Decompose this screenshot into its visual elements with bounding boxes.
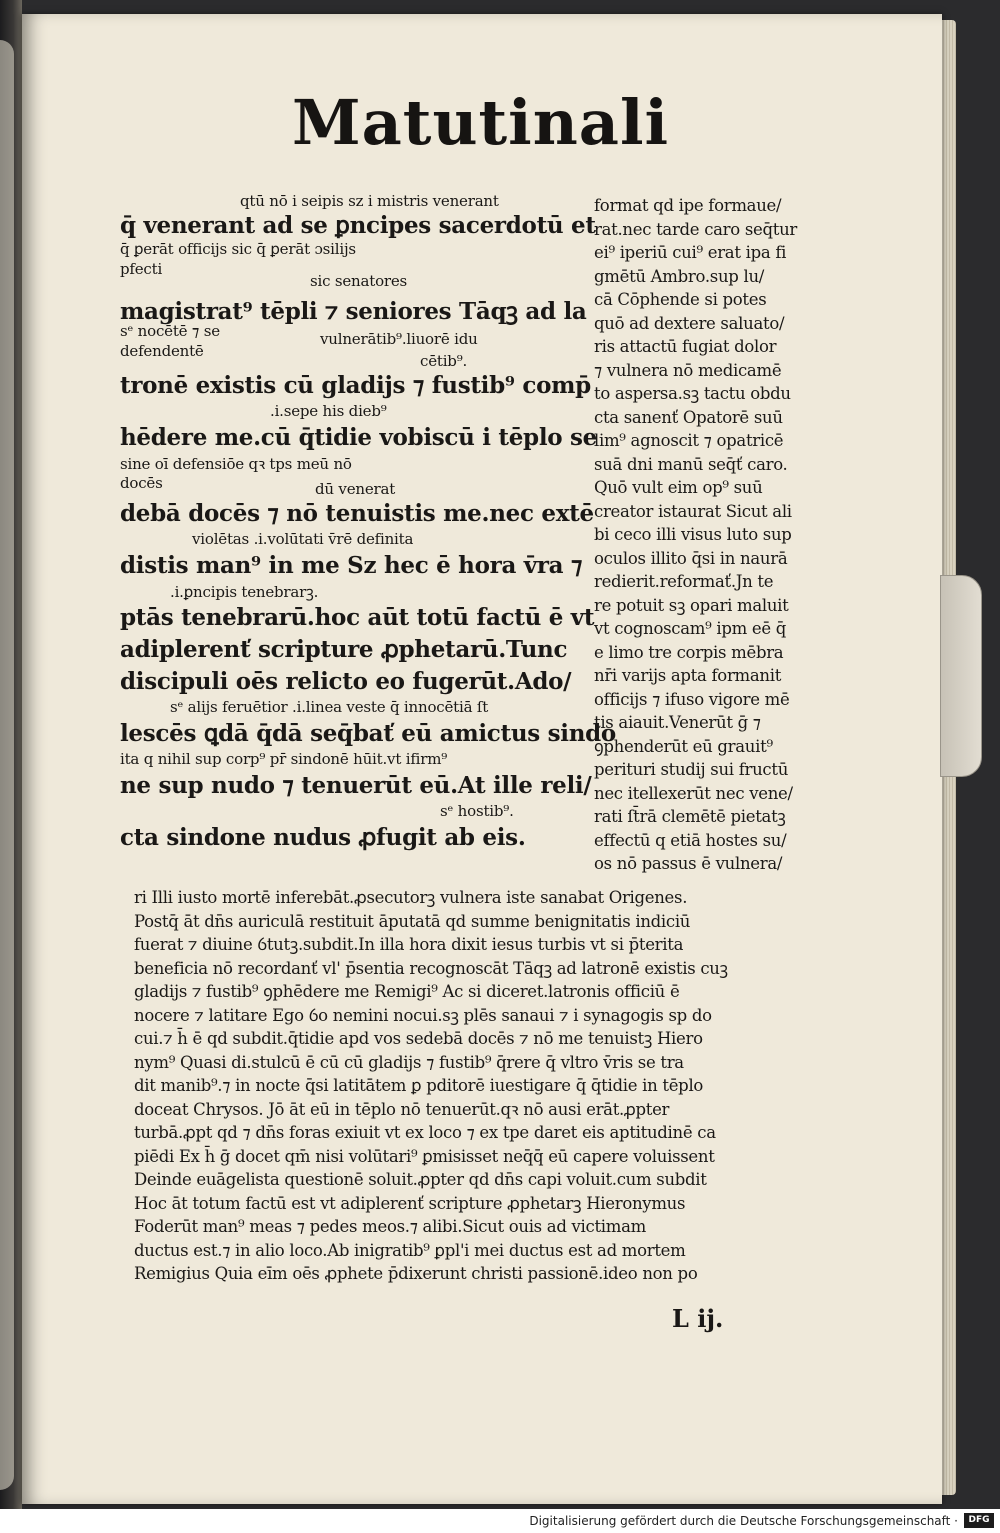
text-line: officijs ⁊ ifuso vigore mē: [594, 689, 790, 709]
gloss-line: dū venerat: [315, 480, 396, 498]
text-line: re potuit sꝫ opari maluit: [594, 595, 789, 615]
text-line: ris attactū fugiat dolor: [594, 337, 777, 356]
gloss-line: defendentē: [120, 342, 204, 360]
book-gutter: [0, 0, 22, 1533]
text-line: lim⁹ agnoscit ⁊ opatricē: [594, 431, 784, 450]
text-line: nym⁹ Quasi di.stulcū ē cū cū gladijs ⁊ fustib⁹ q̄rere q̄ vltro v̄ris se tra: [134, 1052, 684, 1072]
text-line: rati ſt̄rā clemētē pietatꝫ: [594, 807, 786, 826]
text-line: perituri studij sui fructū: [594, 760, 789, 779]
running-heading: Matutinali: [292, 86, 670, 159]
gloss-line: sᵉ nocētē ⁊ se: [120, 322, 220, 340]
text-line: doceat Chrysos. Jō āt eū in tēplo nō tenuerūt.qꝛ nō ausi erāt.ꝓpter: [134, 1099, 670, 1119]
text-line: os nō passus ē vulnera/: [594, 854, 783, 873]
text-line: turbā.ꝓpt qd ⁊ dn̄s foras exiuit vt ex loco ⁊ ex tpe daret eis aptitudinē ca: [134, 1123, 716, 1142]
text-line: effectū q etiā hostes su/: [594, 830, 787, 850]
dfg-logo: DFG: [964, 1513, 994, 1528]
gloss-line: sᵉ hostib⁹.: [440, 802, 514, 820]
gloss-line: docēs: [120, 474, 163, 492]
book-page: [22, 14, 942, 1504]
gloss-line: .i.ꝑncipis tenebrarꝫ.: [170, 583, 319, 601]
gloss-line: sᵉ alijs feruētior .i.linea veste q̄ innocētiā ſt: [170, 698, 489, 716]
text-line: vt cognoscam⁹ ipm eē q̄: [594, 619, 787, 638]
text-line: ne sup nudo ⁊ tenuerūt eū.At ille reli/: [120, 772, 592, 799]
text-line: beneficia nō recordanť vl' p̄sentia recognoscāt Tāqꝫ ad latronē existis cuꝫ: [134, 958, 728, 978]
text-line: tronē existis cū gladijs ⁊ fustib⁹ comp̄: [120, 372, 591, 399]
text-line: bi ceco illi visus luto sup: [594, 525, 792, 544]
text-line: lescēs ꝗdā q̄dā seq̄bať eū amictus sindo: [120, 720, 616, 747]
text-line: nec itellexerūt nec vene/: [594, 783, 793, 803]
facing-page-edge: [0, 40, 14, 1490]
text-line: cā Cōphende si potes: [594, 290, 767, 309]
text-line: dit manib⁹.⁊ in nocte q̄si latitātem ꝑ pditorē iuestigare q̄ q̄tidie in tēplo: [134, 1076, 704, 1095]
commentary-column-right: [594, 194, 834, 876]
text-line: nocere ⁊ latitare Ego ỽo nemini nocui.sꝫ plēs sanaui ⁊ i synagogis sp do: [134, 1005, 712, 1025]
text-line: tis aiauit.Venerūt ḡ ⁊: [594, 713, 761, 732]
text-line: gmētū Ambro.sup lu/: [594, 266, 765, 286]
text-line: adiplerenť scripture ꝓphetarū.Tunc: [120, 636, 568, 663]
text-line: magistrat⁹ tēpli ⁊ seniores Tāqꝫ ad la: [120, 298, 587, 325]
gloss-line: vulnerātib⁹.liuorē idu: [320, 330, 478, 348]
text-line: hēdere me.cū q̄tidie vobiscū i tēplo se: [120, 424, 598, 451]
text-line: nr̄i varijs apta formanit: [594, 666, 782, 685]
text-line: redierit.reformať.Jn te: [594, 572, 774, 591]
text-line: debā docēs ⁊ nō tenuistis me.nec extē: [120, 500, 594, 527]
text-line: to aspersa.sꝫ tactu obdu: [594, 384, 791, 403]
text-line: rat.nec tarde caro seq̄tur: [594, 219, 797, 239]
text-line: Quō vult eim op⁹ suū: [594, 478, 763, 497]
text-line: ri Illi iusto mortē inferebāt.ꝓsecutorꝫ vulnera iste sanabat Origenes.: [134, 888, 688, 907]
text-line: creator istaurat Sicut ali: [594, 501, 792, 521]
funding-credit: Digitalisierung gefördert durch die Deutsche Forschungsgemeinschaft ·: [529, 1514, 958, 1528]
text-line: Hoc āt totum factū est vt adiplerenť scripture ꝓphetarꝫ Hieronymus: [134, 1193, 686, 1213]
text-line: quō ad dextere saluato/: [594, 313, 785, 333]
text-line: ei⁹ iperiū cui⁹ erat ipa fi: [594, 243, 787, 262]
text-line: e limo tre corpis mēbra: [594, 642, 784, 662]
gloss-line: .i.sepe his dieb⁹: [270, 402, 387, 420]
text-line: cta sanenť Opatorē suū: [594, 407, 783, 427]
gloss-line: sine oī defensiōe qꝛ tps meū nō: [120, 455, 352, 473]
gloss-line: q̄ ꝑerāt officijs sic q̄ ꝑerāt ɔsilijs: [120, 240, 356, 258]
gloss-line: ita q nihil sup corp⁹ pr̄ sindonē hūit.vt ifirm⁹: [120, 750, 448, 768]
text-line: q̄ venerant ad se ꝑncipes sacerdotū et: [120, 212, 596, 239]
text-line: ꝯphenderūt eū grauit⁹: [594, 736, 773, 756]
gloss-line: sic senatores: [310, 272, 408, 290]
gloss-line: cētib⁹.: [420, 352, 468, 370]
text-line: cui.⁊ h̄ ē qd subdit.q̄tidie apd vos sedebā docēs ⁊ nō me tenuistꝫ Hiero: [134, 1029, 703, 1048]
text-line: distis man⁹ in me Sz hec ē hora v̄ra ⁊: [120, 552, 583, 579]
text-line: cta sindone nudus ꝓfugit ab eis.: [120, 824, 526, 851]
footer-bar: [0, 1509, 1000, 1533]
text-line: ductus est.⁊ in alio loco.Ab inigratib⁹ ꝑpl'i mei ductus est ad mortem: [134, 1240, 686, 1260]
text-line: oculos illito q̄si in naurā: [594, 548, 788, 568]
gloss-line: qtū nō i seipis sz i mistris venerant: [240, 192, 499, 210]
text-line: discipuli oēs relicto eo fugerūt.Ado/: [120, 668, 572, 695]
folio-number: L ij.: [672, 1304, 724, 1333]
gloss-line: violētas .i.volūtati v̄rē definita: [192, 530, 414, 548]
text-line: Foderūt man⁹ meas ⁊ pedes meos.⁊ alibi.Sicut ouis ad victimam: [134, 1217, 647, 1236]
text-line: Postq̄ āt dn̄s auriculā restituit āputatā qd summe benignitatis indiciū: [134, 911, 691, 931]
text-line: fuerat ⁊ diuine ỽtutꝫ.subdit.In illa hora dixit iesus turbis vt si p̄terita: [134, 935, 684, 954]
book-clip: [940, 575, 982, 777]
text-line: ⁊ vulnera nō medicamē: [594, 360, 782, 380]
text-line: Deinde euāgelista questionē soluit.ꝓpter qd dn̄s capi voluit.cum subdit: [134, 1170, 707, 1189]
text-line: ptās tenebrarū.hoc aūt totū factū ē vt: [120, 604, 595, 631]
text-line: piēdi Ex h̄ ḡ docet qm̄ nisi volūtari⁹ ꝑmisisset neq̄q̄ eū capere voluissent: [134, 1146, 715, 1166]
commentary-full-width: [134, 886, 824, 1286]
text-line: Remigius Quia eīm oēs ꝓphete p̄dixerunt christi passionē.ideo non po: [134, 1264, 698, 1283]
text-line: format qd ipe formaue/: [594, 196, 782, 215]
text-line: gladijs ⁊ fustib⁹ ꝯphēdere me Remigi⁹ Ac si diceret.latronis officiū ē: [134, 982, 680, 1001]
gloss-line: pfecti: [120, 260, 163, 278]
text-line: suā dni manū seq̄ť caro.: [594, 454, 788, 474]
